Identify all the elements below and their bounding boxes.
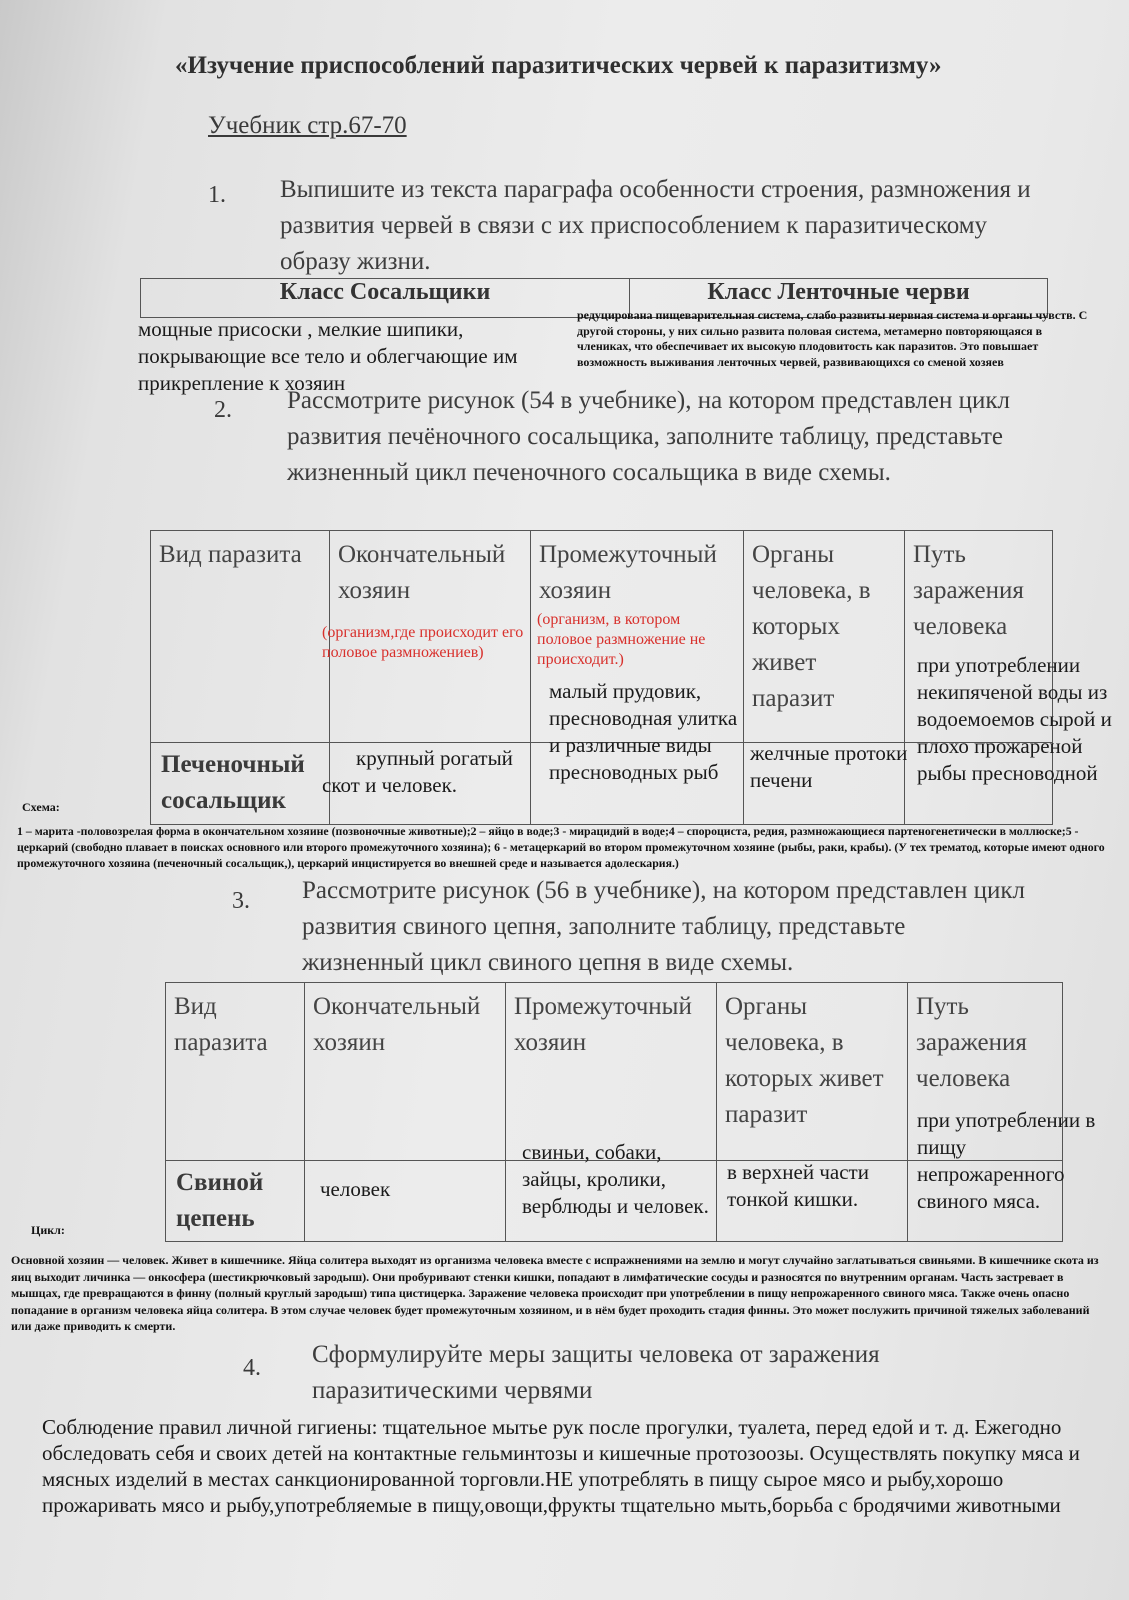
question-4-text: Сформулируйте меры защиты человека от заражения паразитическими червями [312, 1341, 880, 1404]
cycle-label: Цикл: [31, 1223, 65, 1237]
cell-species [151, 743, 330, 825]
header-label: Органы человека, в которых живет паразит [725, 993, 884, 1128]
pork-tapeworm-organs: в верхней части тонкой кишки. [727, 1160, 869, 1211]
q1-tapeworms-answer: редуцирована пищеварительная система, слабо развиты нервная система и органы чувств. С другой стороны, у них сильно развита половая система, метамерно повторяющаяся в члениках, что обеспечивает их высокую плодовитость как паразитов. Это повышает возможность выживания ленточных червей, развивающихся со сменой хозяев [577, 308, 1088, 369]
header-label: Вид паразита [174, 993, 268, 1056]
header-organs [717, 983, 908, 1161]
q4-answer: Соблюдение правил личной гигиены: тщательное мытье рук после прогулки, туалета, перед едой и т. д. Ежегодно обследовать себя и своих детей на контактные гельминтозы и кишечные протозоозы. Осуществлять покупку мяса и мясных изделий в местах санкционированной торговли.НЕ употреблять в пищу сырое мясо и рыбу,хорошо прожаривать мясо и рыбу,употребляемые в пищу,овощи,фрукты тщательно мыть,борьба с бродячими животными [42, 1415, 1080, 1517]
textbook-reference: Учебник стр.67-70 [208, 112, 407, 139]
pork-tapeworm-intermediate-host: свиньи, собаки, зайцы, кролики, верблюды и человек. [522, 1140, 709, 1218]
question-3-text: Рассмотрите рисунок (56 в учебнике), на котором представлен цикл развития свиного цепня, заполните таблицу, представьте жизненный цикл свиного цепня в виде схемы. [302, 877, 1026, 976]
header-label: Вид паразита [159, 541, 302, 568]
species-name: Свиной цепень [176, 1169, 264, 1232]
scheme-text: 1 – марита -половозрелая форма в окончательном хозяине (позвоночные животные);2 – яйцо в воде;3 - мирацидий в воде;4 – спороциста, редия, размножающиеся партеногенетически в моллюске;5 - церкарий (свободно плавает в поисках основного или второго промежуточного хозяина); 6 - метацеркарий во втором промежуточном хозяине (рыбы, раки, крабы). (У тех трематод, которые имеют одного промежуточного хозяина (печеночный сосальщик,), церкарий инцистируется во внешней среде и называется адолескария.) [17, 824, 1105, 870]
liver-fluke-organs: желчные протоки печени [750, 741, 908, 792]
note-intermediate-host: (организм, в котором половое размножение не происходит.) [537, 611, 706, 668]
header-label: Путь заражения человека [916, 993, 1027, 1092]
header-label: Органы человека, в которых живет паразит [752, 541, 871, 712]
header-label: Окончательный хозяин [313, 993, 481, 1056]
header-organs [744, 531, 905, 743]
header-final-host [305, 983, 506, 1161]
question-1-number: 1. [208, 182, 226, 208]
header-intermediate-host [506, 983, 717, 1161]
liver-fluke-infection-path: при употреблении некипяченой воды из водоемоемов сырой и плохо прожареной рыбы пресноводной [917, 653, 1112, 785]
header-label: Окончательный хозяин [338, 541, 506, 604]
pork-tapeworm-final-host: человек [320, 1177, 391, 1201]
species-name: Печеночный сосальщик [161, 751, 305, 814]
header-label: Класс Ленточные черви [707, 279, 970, 305]
question-4-number: 4. [243, 1355, 261, 1381]
q1-flukes-answer: мощные присоски , мелкие шипики, покрывающие все тело и облегчающие им прикрепление к хозяин [138, 317, 518, 395]
question-1-text: Выпишите из текста параграфа особенности строения, размножения и развития червей в связи с их приспособлением к паразитическому образу жизни. [280, 176, 1031, 275]
question-3-number: 3. [232, 888, 250, 914]
cell-species [166, 1161, 305, 1242]
pork-tapeworm-infection-path: при употреблении в пищу непрожаренного свиного мяса. [917, 1108, 1096, 1213]
table-q1-header-flukes [141, 279, 630, 318]
header-species [151, 531, 330, 743]
question-2-text: Рассмотрите рисунок (54 в учебнике), на котором представлен цикл развития печёночного сосальщика, заполните таблицу, представьте жизненный цикл печеночного сосальщика в виде схемы. [287, 387, 1011, 486]
header-species [166, 983, 305, 1161]
liver-fluke-intermediate-host: малый прудовик, пресноводная улитка и различные виды пресноводных рыб [549, 679, 738, 784]
page-title: «Изучение приспособлений паразитических червей к паразитизму» [175, 52, 942, 79]
header-label: Промежуточный хозяин [539, 541, 717, 604]
header-label: Промежуточный хозяин [514, 993, 692, 1056]
header-label: Путь заражения человека [913, 541, 1024, 640]
cycle-text: Основной хозяин — человек. Живет в кишечнике. Яйца солитера выходят из организма человека вместе с испражнениями на землю и могут случайно заглатываться свиньями. В кишечнике скота из яиц выходит личинка — онкосфера (шестикрючковый зародыш). Они пробуривают стенки кишки, попадают в лимфатические сосуды и разносятся по внутренним органам. Часть застревает в мышцах, где превращаются в финну (полный круглый зародыш) типа цистицерка. Заражение человека происходит при употреблении в пищу непрожаренного свиного мяса. Также очень опасно попадание в организм человека яйца солитера. В этом случае человек будет промежуточным хозяином, и в нём будет проходить стадия финны. Это может послужить причиной тяжелых заболеваний или даже приводить к смерти. [11, 1253, 1099, 1333]
liver-fluke-final-host: крупный рогатый скот и человек. [322, 746, 513, 797]
header-label: Класс Сосальщики [279, 279, 491, 305]
scheme-label: Схема: [22, 800, 60, 814]
note-final-host: (организм,где происходит его половое размножениев) [322, 624, 524, 661]
question-2-number: 2. [214, 397, 232, 423]
